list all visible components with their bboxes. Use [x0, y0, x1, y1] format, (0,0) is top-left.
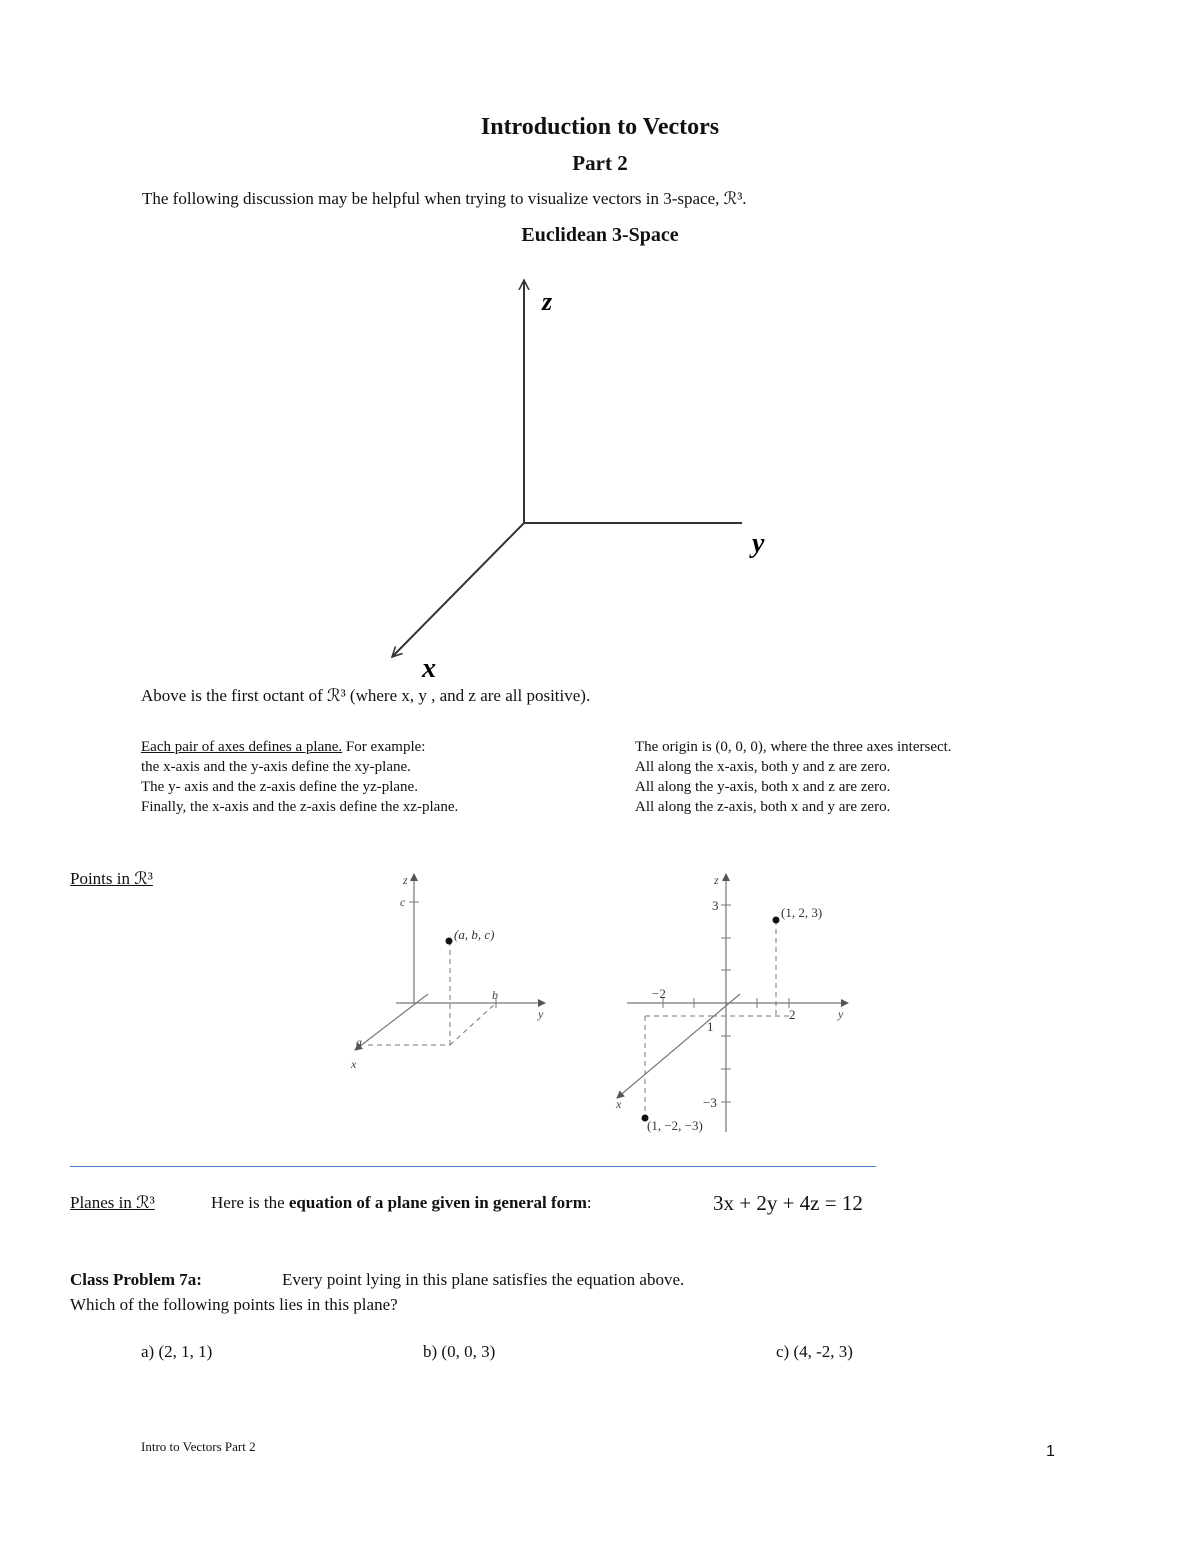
y-axis-label: y: [752, 528, 765, 559]
fig1-x-label: x: [351, 1057, 357, 1071]
points-heading: Points in ℛ³: [70, 869, 153, 888]
z-axis-label: z: [542, 287, 553, 316]
page-number: 1: [1046, 1443, 1055, 1460]
planes-right-line3: All along the z-axis, both x and y are zero.: [635, 799, 891, 815]
planes-left-line2: The y- axis and the z-axis define the yz-plane.: [141, 779, 418, 795]
footer-title: Intro to Vectors Part 2: [141, 1439, 256, 1454]
class-problem-label: Class Problem 7a:: [70, 1270, 202, 1289]
planes-right-line2: All along the y-axis, both x and z are zero.: [635, 779, 891, 795]
fig2-m3-label: −3: [703, 1095, 717, 1110]
page-title: Introduction to Vectors: [480, 114, 720, 140]
intro-text: The following discussion may be helpful when trying to visualize vectors in 3-space, ℛ³.: [142, 189, 747, 208]
fig2-x-label: x: [616, 1097, 622, 1111]
planes-right-line0: The origin is (0, 0, 0), where the three axes intersect.: [635, 739, 952, 755]
part-subtitle: Part 2: [572, 151, 628, 175]
plane-equation: 3x + 2y + 4z = 12: [713, 1191, 863, 1215]
fig2-m2-label: −2: [652, 986, 666, 1001]
plane-intro-pre: Here is the: [211, 1193, 289, 1212]
section-divider: [70, 1166, 876, 1167]
fig1-z-label: z: [403, 873, 408, 887]
fig2-point1-label: (1, 2, 3): [781, 905, 823, 920]
fig2-y-label: y: [838, 1007, 844, 1021]
fig2-point2-label: (1, −2, −3): [647, 1118, 703, 1133]
option-b: b) (0, 0, 3): [423, 1342, 496, 1361]
class-problem-text: Every point lying in this plane satisfies the equation above.: [282, 1270, 685, 1289]
fig1-point-label: (a, b, c): [454, 927, 495, 942]
plane-intro-bold: equation of a plane given in general form: [288, 1193, 587, 1212]
fig2-3-label: 3: [712, 898, 719, 913]
option-c: c) (4, -2, 3): [776, 1342, 853, 1361]
option-a: a) (2, 1, 1): [141, 1342, 213, 1361]
planes-right-line1: All along the x-axis, both y and z are zero.: [635, 759, 891, 775]
planes-heading-tail: For example:: [342, 739, 426, 755]
fig1-c-label: c: [400, 895, 406, 909]
plane-intro-post: :: [586, 1193, 592, 1212]
fig2-x-axis: [617, 994, 740, 1098]
fig2-1-label: 1: [707, 1019, 714, 1034]
fig1-a-label: a: [356, 1035, 362, 1049]
fig1-b-label: b: [492, 988, 498, 1002]
planes-left-line1: the x-axis and the y-axis define the xy-plane.: [141, 759, 411, 775]
section-heading: Euclidean 3-Space: [521, 224, 679, 246]
octant-note: Above is the first octant of ℛ³ (where x, y , and z are all positive).: [141, 686, 591, 705]
fig2-z-label: z: [714, 873, 719, 887]
fig2-point1: [773, 917, 780, 924]
planes-left-line3: Finally, the x-axis and the z-axis define the xz-plane.: [141, 799, 459, 815]
plane-intro: [211, 1193, 592, 1213]
planes-heading-text: Each pair of axes defines a plane.: [141, 739, 343, 755]
fig2-2-label: 2: [789, 1007, 796, 1022]
planes-heading: Planes in ℛ³: [70, 1193, 155, 1212]
x-axis-label: x: [422, 653, 436, 684]
fig1-y-label: y: [538, 1007, 544, 1021]
class-problem-question: Which of the following points lies in this plane?: [70, 1295, 398, 1314]
